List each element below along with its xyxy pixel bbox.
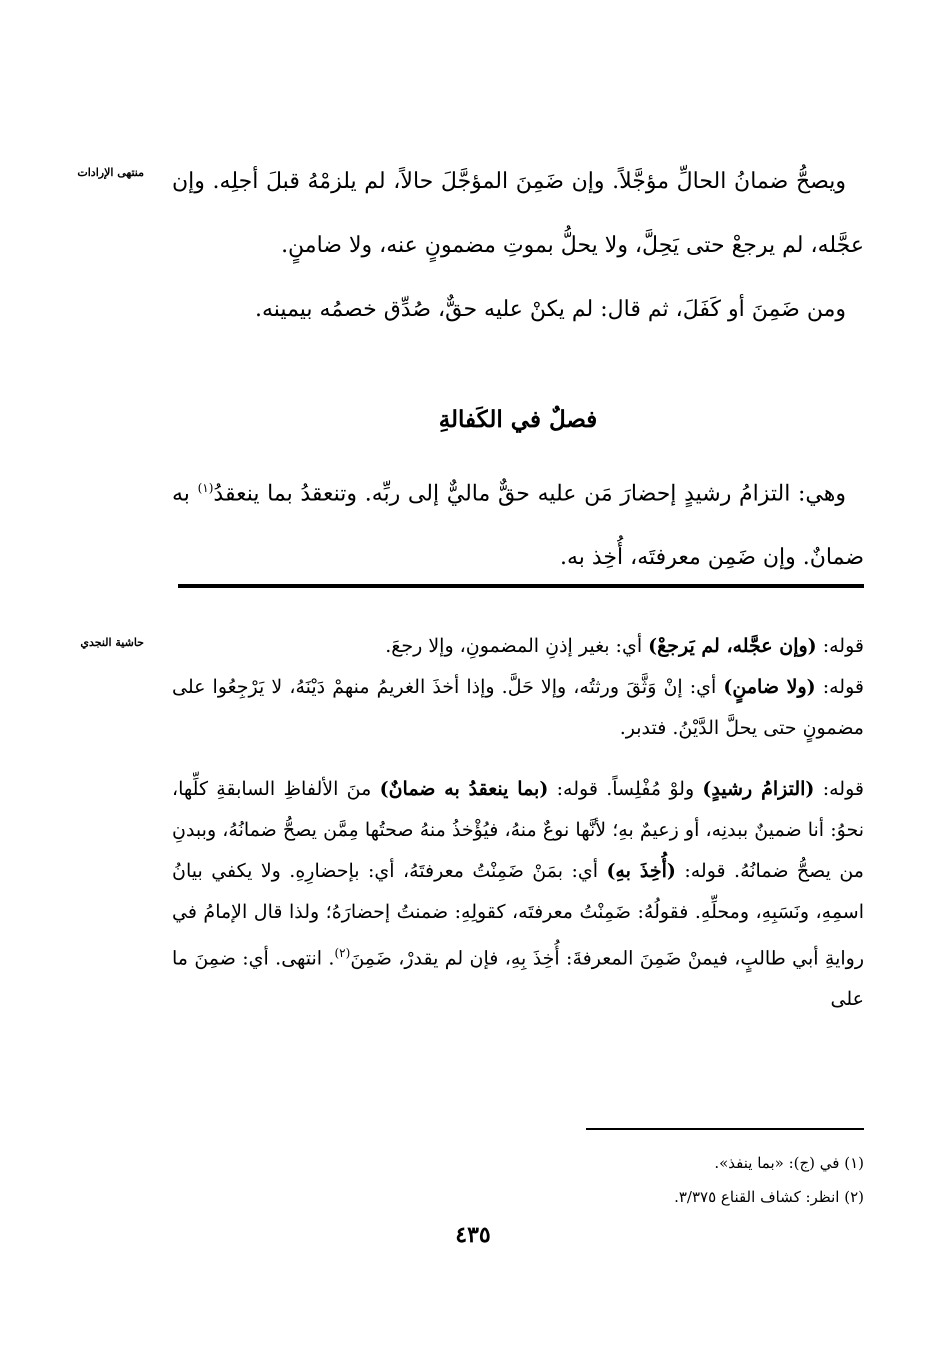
side-label-matn: منتهى الإرادات — [77, 166, 144, 179]
main-paragraph-2: ومن ضَمِنَ أو كَفَلَ، ثم قال: لم يكنْ عليه حقٌّ، صُدِّق خصمُه بيمينه. — [255, 297, 846, 322]
commentary-3-lemma-2: (بما ينعقدُ به ضمانٌ) — [379, 778, 549, 800]
commentary-3-prefix: قوله: — [814, 778, 864, 800]
commentary-text — [172, 626, 864, 1020]
commentary-paragraph-1 — [172, 626, 864, 667]
commentary-1-text: أي: بغير إذنِ المضمونِ، وإلا رجعَ. — [385, 635, 649, 657]
main-paragraph-1: ويصحُّ ضمانُ الحالِّ مؤجَّلاً. وإن ضَمِنَ المؤجَّلَ حالاً، لم يلزمْهُ قبلَ أجلِه. وإن عجَّله، لم يرجعْ حتى يَحِلَّ، ولا يحلُّ بموتِ مضمونٍ عنه، ولا ضامنٍ. — [172, 169, 864, 258]
commentary-3-lemma-1: (التزامُ رشيدٍ) — [702, 778, 815, 800]
main-paragraph-3 — [172, 456, 864, 590]
commentary-2-text: أي: إنْ وَثَّقَ ورثتُه، وإلا حَلَّ. وإذا أخذَ الغريمُ منهمْ دَيْنَهُ، لا يَرْجِعُوا على مضمونٍ حتى يحلَّ الدَّيْنُ. فتدبر. — [172, 676, 864, 739]
main-text-2 — [172, 456, 864, 590]
footnote-ref-2: (٢) — [334, 946, 351, 960]
footnotes — [172, 1146, 864, 1214]
footnote-ref-1: (١) — [197, 481, 214, 495]
divider-rule — [178, 584, 864, 588]
commentary-paragraph-3 — [172, 769, 864, 1020]
commentary-1-prefix: قوله: — [816, 635, 864, 657]
commentary-2-lemma: (ولا ضامنٍ) — [723, 676, 816, 698]
section-heading: فصلٌ في الكَفالةِ — [438, 406, 598, 433]
main-paragraph-3-a: وهي: التزامُ رشيدٍ إحضارَ مَن عليه حقٌّ ماليٌّ إلى ربِّه. وتنعقدُ بما ينعقدُ — [213, 481, 846, 507]
side-label-hashiya: حاشية النجدي — [80, 636, 144, 649]
page-number: ٤٣٥ — [455, 1222, 491, 1248]
main-text — [172, 150, 864, 342]
footnote-1: (١) في (ج): «بما ينفذ». — [714, 1154, 864, 1172]
commentary-3-mid-2: منَ الألفاظِ السابقةِ كلِّها، نحوُ: أنا ضمينٌ ببدنِه، أو زعيمٌ بهِ؛ لأنَّها نوعٌ منهُ، فيُؤْخذُ منهُ صحتُها مِمَّن يصحُّ ضمانُهُ، وببدنِ من يصحُّ ضمانُهُ. قوله: — [172, 778, 864, 882]
commentary-2-prefix: قوله: — [815, 676, 864, 698]
commentary-paragraph-2 — [172, 667, 864, 749]
footnote-2: (٢) انظر: كشاف القناع ٣/٣٧٥. — [674, 1188, 864, 1206]
commentary-3-lemma-3: (أُخِذَ بهِ) — [606, 860, 676, 882]
main-paragraph-3-b: به ضمانٌ. وإن ضَمِن معرفتَه، أُخِذ به. — [172, 481, 864, 571]
commentary-3-mid-1: ولوْ مُفْلِساً. قوله: — [548, 778, 703, 800]
commentary-3-rest: أي: بمَنْ ضَمِنْتُ معرفتَهُ، أي: بإحضارِهِ. ولا يكفي بيانُ اسمِهِ، ونَسَبِهِ، ومحلِّهِ. فقولُهُ: ضَمِنْتُ معرفتَه، كقولِهِ: ضمنتُ إحضارَهُ؛ ولذا قال الإمامُ في روايةِ أبي طالبٍ، فيمنْ ضَمِنَ المعرفةَ: أُخِذَ بِهِ، فإن لم يقدرْ، ضَمِنَ — [172, 860, 864, 970]
commentary-1-lemma: (وإن عجَّله، لم يَرجعْ) — [648, 635, 817, 657]
commentary-3-end: . انتهى. أي: ضمِنَ ما على — [172, 947, 864, 1011]
footnote-rule — [586, 1128, 864, 1130]
